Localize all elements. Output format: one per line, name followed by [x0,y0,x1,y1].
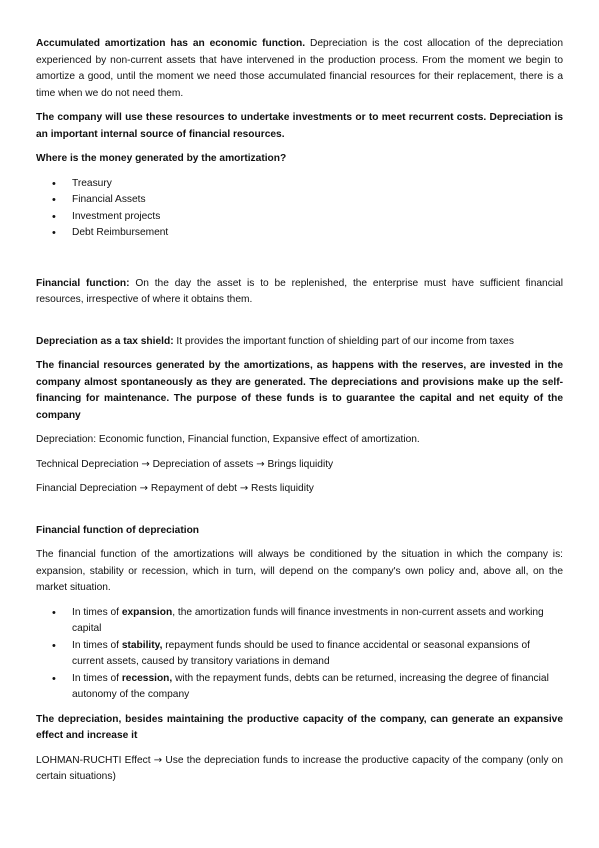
bold-text: The depreciation, besides maintaining the productive capacity of the company, can generate an expansive effect and increase it [36,713,563,741]
item-text: , the amortization funds will finance investments in non-current assets and working capital [72,606,544,634]
paragraph-depreciation-summary: Depreciation: Economic function, Financial function, Expansive effect of amortization. [36,434,420,445]
section-title [36,523,563,540]
bold-lead: Accumulated amortization has an economic function. [36,38,306,49]
item-bold: expansion [121,606,173,618]
bold-text: Where is the money generated by the amortization? [36,153,287,164]
line-result: Rests liquidity [251,483,314,494]
technical-depreciation-line [36,457,563,474]
right-arrow-icon: → [139,483,149,494]
line-text: Use the depreciation funds to increase the productive capacity of the company (only on certain situations) [36,754,563,782]
item-text: In times of [72,639,122,651]
paragraph-financial-function [36,276,563,309]
bold-lead: Financial function: [36,277,130,289]
item-text: In times of [72,672,122,684]
financial-depreciation-line [36,481,563,498]
times-list [36,605,563,704]
paragraph-conditioned: The financial function of the amortizations will always be conditioned by the situation in which the company is: expansion, stability or recession, which in turn, will depend on the company's own policy and, above all, on the market situation. [36,549,563,593]
item-text: In times of [72,606,122,618]
line-term: Technical Depreciation [36,458,139,470]
line-term: LOHMAN-RUCHTI Effect [36,754,151,766]
paragraph-text: Depreciation is the cost allocation of the depreciation experienced by non-current assets that have intervened in the production process. From the moment we begin to amortize a good, until the moment we need those accumulated financial resources for their replacement, there is a time when we do not need them. [36,38,564,99]
list-item: • Debt Reimbursement [72,225,563,242]
item-text: with the repayment funds, debts can be returned, increasing the degree of financial autonomy of the company [72,672,549,700]
paragraph-text: It provides the important function of shielding part of our income from taxes [173,335,514,347]
list-item-stability [72,638,563,671]
item-bold: recession, [121,672,173,684]
spacer [36,506,563,523]
spacer [36,317,563,334]
right-arrow-icon: → [239,483,249,494]
bold-text: The company will use these resources to undertake investments or to meet recurrent costs. Depreciation is an important internal source of financial resources. [36,112,563,140]
paragraph-economic-function [36,36,563,102]
line-step: Depreciation of assets [152,458,254,470]
paragraph-tax-shield [36,334,563,351]
paragraph-resources-use [36,110,563,143]
item-bold: stability, [121,639,163,651]
right-arrow-icon: → [141,458,150,470]
right-arrow-icon: → [153,754,163,766]
line-step: Repayment of debt [150,483,237,494]
list-item: • Treasury [72,176,563,193]
line-result: Brings liquidity [267,458,334,470]
list-item: • Financial Assets [72,192,563,209]
paragraph-self-financing [36,358,563,424]
money-destination-list [36,176,563,242]
spacer [36,250,563,276]
bold-text: The financial resources generated by the amortizations, as happens with the reserves, are invested in the company almost spontaneously as they are generated. The depreciations and provisions make up the self-financing for maintenance. The purpose of these funds is to guarantee the capital and net equity of the company [36,360,563,421]
list-item: • Investment projects [72,209,563,226]
lohman-ruchti-line [36,753,563,786]
right-arrow-icon: → [256,458,265,470]
list-item-recession [72,671,563,704]
line-term: Financial Depreciation [36,483,137,494]
bold-text: Financial function of depreciation [36,524,200,536]
question-heading [36,151,563,168]
bold-lead: Depreciation as a tax shield: [36,335,174,347]
paragraph-text: On the day the asset is to be replenished, the enterprise must have sufficient financial resources, irrespective of where it obtains them. [36,277,563,305]
item-text: repayment funds should be used to finance accidental or seasonal expansions of current assets, caused by transitory variations in demand [72,639,530,667]
list-item-expansion [72,605,563,638]
paragraph-expansive-effect [36,712,563,745]
